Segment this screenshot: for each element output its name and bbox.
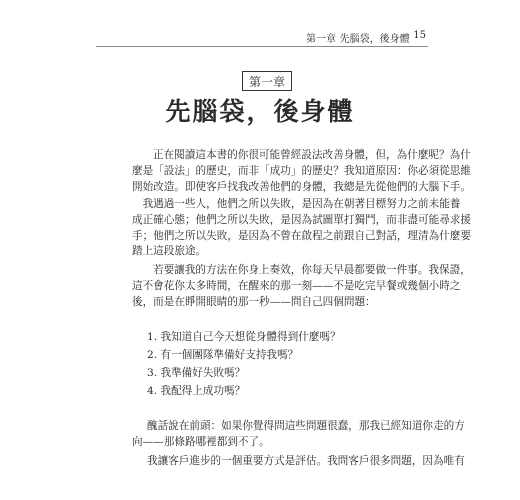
- text-line: 正在閱讀這本書的你很可能曾經設法改善身體，但，為什麼呢？為什: [153, 149, 471, 161]
- paragraph-3: [132, 263, 471, 310]
- text-line: 開始改造。即使客戶找我改善他們的身體，我總是先從他們的大腦下手。: [132, 180, 471, 193]
- text-line: 這不會花你太多時間，在醒來的那一刻——不是吃完早餐或幾個小時之: [132, 279, 461, 292]
- header-title: 先腦袋，後身體: [339, 34, 410, 45]
- paragraph-4: [132, 419, 465, 451]
- header-rule: [96, 46, 428, 47]
- paragraph-1: [132, 148, 471, 195]
- paragraph-5: [132, 454, 465, 470]
- text-line: 麼是「設法」的歷史，而非「成功」的歷史？我知道原因：你必須從思維: [132, 164, 471, 177]
- chapter-label: 第一章: [242, 71, 292, 91]
- text-line: 我遇過一些人，他們之所以失敗，是因為在朝著目標努力之前未能養: [132, 198, 461, 210]
- text-line: 成正確心態；他們之所以失敗，是因為試圖單打獨鬥，而非盡可能尋求援: [132, 213, 471, 226]
- text-line: 向——那條路哪裡都到不了。: [132, 435, 270, 448]
- text-line: 手；他們之所以失敗，是因為不曾在啟程之前跟自己對話，理清為什麼要: [132, 229, 471, 242]
- question-item-2: 2. 有一個團隊準備好支持我嗎？: [147, 349, 299, 361]
- running-header: [306, 30, 426, 45]
- question-item-3: 3. 我準備好失敗嗎？: [147, 367, 246, 379]
- question-item-1: 1. 我知道自己今天想從身體得到什麼嗎？: [147, 331, 341, 343]
- header-chapter: 第一章: [306, 34, 336, 45]
- question-item-4: 4. 我配得上成功嗎？: [147, 385, 246, 397]
- page-number: 15: [413, 30, 426, 41]
- text-line: 我讓客戶進步的一個重要方式是評估。我問客戶很多問題，因為唯有: [147, 455, 465, 467]
- text-line: 若要讓我的方法在你身上奏效，你每天早晨都要做一件事。我保證，: [153, 264, 471, 276]
- text-line: 醜話說在前頭：如果你覺得問這些問題很蠢，那我已經知道你走的方: [147, 420, 465, 432]
- text-line: 後，而是在睜開眼睛的那一秒——問自己四個問題：: [132, 295, 376, 308]
- text-line: 踏上這段旅途。: [132, 245, 207, 258]
- chapter-title: 先腦袋，後身體: [165, 97, 355, 126]
- paragraph-2: [132, 197, 471, 260]
